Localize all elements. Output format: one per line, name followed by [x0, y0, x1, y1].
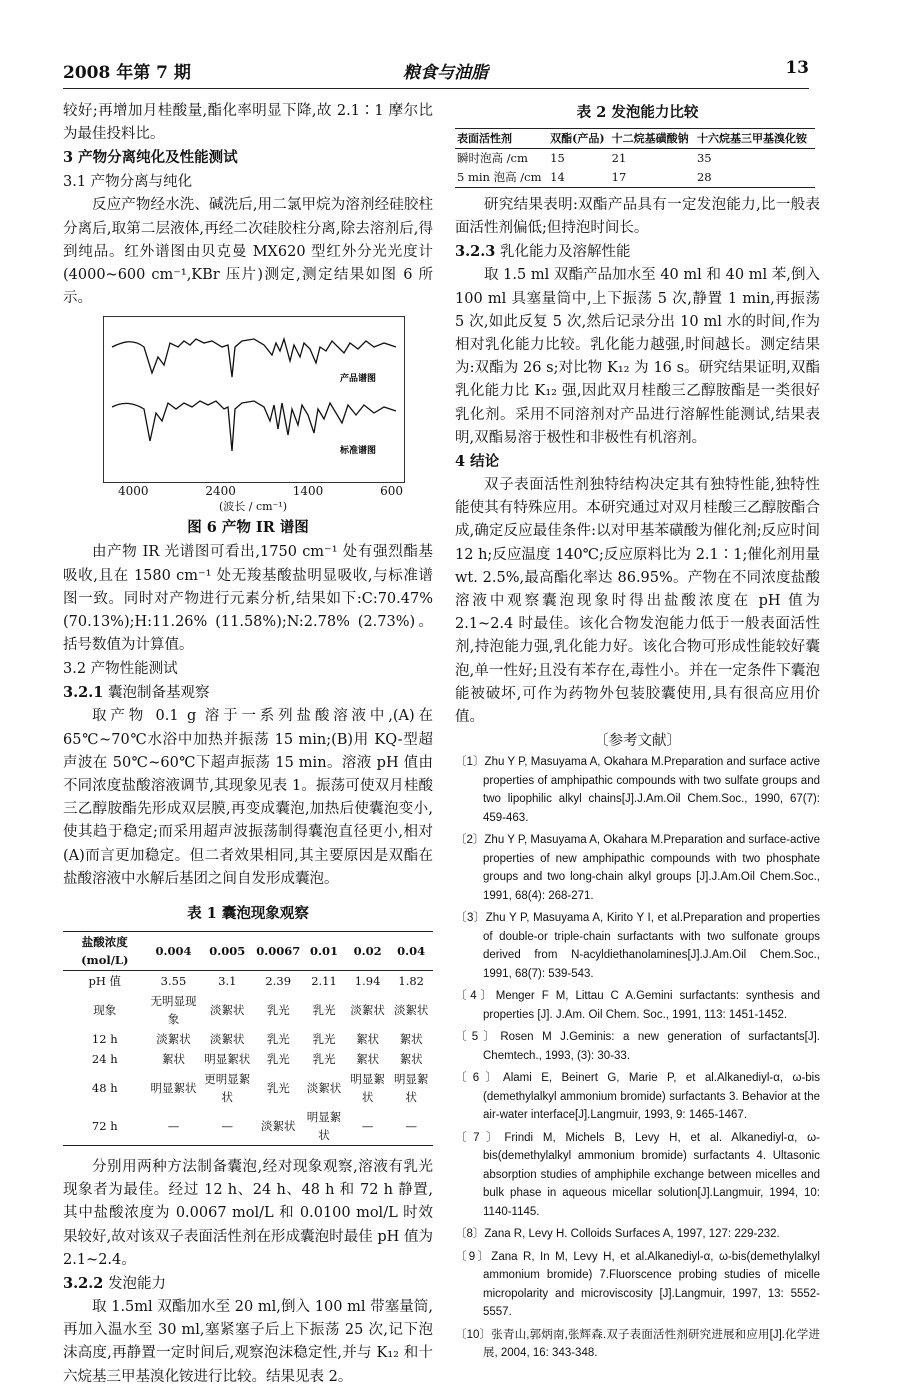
reference-item: 〔4〕Menger F M, Littau C A.Gemini surfactants: synthesis and properties [J]. J.Am. Oil Chem. Soc., 1991, 113: 1451-1452.	[455, 990, 820, 1021]
table-row	[63, 991, 433, 1029]
table-1-caption: 表 1 囊泡现象观察	[187, 905, 309, 923]
table-cell: 絮状	[161, 1052, 185, 1067]
table-cell: 淡絮状	[260, 1119, 296, 1134]
table-1-vesicle-observation	[63, 931, 433, 1146]
references-list	[455, 753, 820, 1363]
table-cell: 24 h	[91, 1052, 118, 1067]
reference-item: 〔5〕Rosen M J.Geminis: a new generation of surfactants[J]. Chemtech., 1993, (3): 30-33.	[455, 1031, 820, 1062]
table-cell: 淡絮状	[156, 1032, 191, 1047]
table-row	[63, 1029, 433, 1049]
table-cell: 絮状	[356, 1032, 380, 1047]
section-3-1-heading: 3.1 产物分离与纯化	[63, 174, 193, 191]
table-cell: 乳光	[266, 1052, 290, 1067]
references-heading: 〔参考文献〕	[594, 733, 681, 750]
table-cell: 15	[550, 151, 565, 165]
table-cell: 3.55	[160, 974, 187, 989]
table-cell: 48 h	[91, 1081, 118, 1096]
x-tick-1400: 1400	[292, 484, 324, 499]
table-row	[63, 1069, 433, 1107]
table-header-cell: 十二烷基磺酸钠	[611, 132, 689, 145]
product-spectrum-line	[112, 339, 396, 377]
table-cell: 絮状	[399, 1052, 423, 1067]
reference-item: 〔1〕Zhu Y P, Masuyama A, Okahara M.Preparation and surface active properties of amphipathic compounds with two sulfate groups and two lipophilic alkyl chains[J].J.Am.Oil Chem.Soc., 1990, 67(7): 459-463.	[455, 756, 820, 824]
table-cell: pH 值	[88, 974, 122, 989]
figure-6-caption: 图 6 产物 IR 谱图	[187, 519, 309, 537]
issue-label: 2008 年第 7 期	[63, 63, 191, 83]
table-row	[455, 168, 815, 188]
table-cell: 明显絮状	[306, 1110, 342, 1143]
table-cell: 乳光	[266, 1032, 290, 1047]
ir-spectrum-figure	[103, 316, 405, 483]
table-header-cell: 表面活性剂	[457, 132, 512, 145]
table-cell: 乳光	[312, 1032, 336, 1047]
table-cell: —	[167, 1119, 180, 1134]
paragraph-ir-analysis: 由产物 IR 光谱图可看出,1750 cm⁻¹ 处有强烈酯基吸收,且在 1580 cm⁻¹ 处无羧基酸盐明显吸收,与标准谱图一致。同时对产物进行元素分析,结果如下:C:70.47% (70.13%);H:11.26% (11.58%);N:2.78% (2.73%)。括号数值为计算值。	[63, 544, 433, 654]
table-2-foaming	[455, 128, 815, 188]
reference-item: 〔2〕Zhu Y P, Masuyama A, Okahara M.Preparation and surface-active properties of new amphipathic compounds with two phosphate groups and two long-chain alkyl groups [J].J.Am.Oil Chem.Soc., 1991, 68(4): 268-271.	[455, 834, 820, 902]
table-cell: 明显絮状	[350, 1072, 385, 1105]
table-cell: 淡絮状	[210, 1032, 245, 1047]
reference-item: 〔10〕张青山,郭炳南,张辉森.双子表面活性剂研究进展和应用[J].化学进展, 2004, 16: 343-348.	[455, 1328, 820, 1360]
section-4-heading: 4 结论	[455, 453, 500, 471]
table-cell: 3.1	[218, 974, 237, 989]
figure-x-unit: (波长 / cm⁻¹)	[218, 500, 288, 514]
table-header-cell: 十六烷基三甲基溴化铵	[696, 132, 807, 145]
label-product-spectrum: 产品谱图	[340, 374, 377, 385]
table-header-cell: 双酯(产品)	[550, 132, 605, 145]
table-header-cell: 0.04	[397, 944, 426, 959]
section-3-2-2-heading: 3.2.2 发泡能力	[63, 1275, 166, 1293]
table-cell: 乳光	[312, 1003, 336, 1018]
table-cell: 35	[696, 151, 712, 165]
table-header-cell: 0.005	[209, 944, 246, 959]
paragraph-vesicle-result: 分别用两种方法制备囊泡,经对现象观察,溶液有乳光现象者为最佳。经过 12 h、24 h、48 h 和 72 h 静置,其中盐酸浓度为 0.0067 mol/L 和 0.0100 mol/L 时效果较好,故对该双子表面活性剂在形成囊泡时最佳 pH 值为 2.1~2.4。	[63, 1159, 433, 1268]
table-cell: 更明显絮状	[204, 1072, 251, 1105]
table-cell: 絮状	[356, 1052, 380, 1067]
header-rule	[63, 88, 809, 89]
paragraph-continuation: 较好;再增加月桂酸量,酯化率明显下降,故 2.1∶1 摩尔比为最佳投料比。	[63, 103, 433, 143]
table-row	[63, 971, 433, 992]
table-cell: 5 min 泡高 /cm	[457, 170, 542, 184]
paragraph-conclusion: 双子表面活性剂独特结构决定其有独特性能,独特性能使其有特殊应用。本研究通过对双月桂酸三乙醇胺酯合成,确定反应最佳条件:以对甲基苯磺酸为催化剂;反应时间 12 h;反应温度 140℃;反应原料比为 2.1∶1;催化剂用量 wt. 2.5%,最高酯化率达 86.95%。产物在不同浓度盐酸溶液中观察囊泡现象时得出盐酸浓度在 pH 值为 2.1~2.4 时最佳。该化合物发泡能力低于一般表面活性剂,持泡能力强,乳化能力好。该化合物可形成性能较好囊泡,单一性好;且没有苯存在,毒性小。并在一定条件下囊泡能被破坏,可作为药物外包装胶囊使用,具有很高应用价值。	[455, 477, 820, 726]
table-cell: 12 h	[91, 1032, 118, 1047]
table-header-cell: 盐酸浓度 (mol/L)	[81, 935, 129, 968]
table-header-cell: 0.0067	[256, 944, 301, 959]
table-cell: 2.11	[311, 974, 337, 989]
table-cell: 明显絮状	[393, 1072, 429, 1105]
section-3-heading: 3 产物分离纯化及性能测试	[63, 149, 238, 167]
table-cell: 乳光	[266, 1003, 290, 1018]
x-tick-2400: 2400	[205, 484, 236, 499]
table-cell: 21	[611, 151, 627, 165]
table-cell: 14	[550, 170, 565, 184]
page-header	[63, 58, 809, 84]
table-header-row	[63, 932, 433, 971]
table-cell: 淡絮状	[350, 1003, 385, 1018]
table-2-caption: 表 2 发泡能力比较	[576, 104, 699, 121]
table-cell: 17	[611, 170, 627, 184]
table-cell: 淡絮状	[393, 1003, 429, 1018]
paragraph-purification: 反应产物经水洗、碱洗后,用二氯甲烷为溶剂经硅胶柱分离后,取第二层液体,再经二次硅胶柱分离,除去溶剂后,得到纯品。红外谱图由贝克曼 MX620 型红外分光光度计(4000~600 cm⁻¹,KBr 压片)测定,测定结果如图 6 所示。	[63, 197, 433, 307]
x-tick-4000: 4000	[118, 484, 149, 499]
page-number: 13	[785, 58, 809, 78]
section-3-2-3-heading: 3.2.3 乳化能力及溶解性能	[455, 243, 631, 261]
paragraph-foam-result: 研究结果表明:双酯产品具有一定发泡能力,比一般表面活性剂偏低;但持泡时间长。	[455, 197, 820, 237]
table-cell: 2.39	[265, 974, 292, 989]
table-header-cell: 0.02	[353, 944, 382, 959]
paragraph-emulsification: 取 1.5 ml 双酯产品加水至 40 ml 和 40 ml 苯,倒入 100 ml 具塞量筒中,上下振荡 5 次,静置 1 min,再振荡 5 次,如此反复 5 次,然后记录分出 10 ml 水的时间,作为相对乳化能力比较。乳化能力越强,时间越长。测定结果为:双酯为 26 s;对比物 K₁₂ 为 16 s。研究结果证明,双酯乳化能力比 K₁₂ 强,因此双月桂酸三乙醇胺酯是一类很好乳化剂。采用不同溶剂对产品进行溶解性能测试,结果表明,双酯易溶于极性和非极性有机溶剂。	[455, 267, 820, 446]
x-tick-600: 600	[380, 484, 403, 499]
table-cell: 明显絮状	[150, 1081, 197, 1096]
table-cell: 72 h	[91, 1119, 118, 1134]
figure-x-axis	[118, 483, 403, 499]
table-cell: 无明显现象	[150, 994, 197, 1027]
table-cell: 淡絮状	[210, 1003, 245, 1018]
table-cell: 乳光	[266, 1081, 290, 1096]
reference-item: 〔6〕Alami E, Beinert G, Marie P, et al.Alkanediyl-α, ω-bis (demethylalkyl ammonium bromide) surfactants 3. Behavior at the air-water interface[J].Langmuir, 1993, 9: 1465-1467.	[455, 1072, 820, 1122]
table-cell: 28	[696, 170, 712, 184]
label-standard-spectrum: 标准谱图	[340, 446, 377, 457]
table-header-cell: 0.01	[310, 944, 339, 959]
table-header-row	[455, 129, 815, 149]
table-cell: 絮状	[399, 1032, 423, 1047]
reference-item: 〔8〕Zana R, Levy H. Colloids Surfaces A, 1997, 127: 229-232.	[455, 1228, 780, 1241]
right-column	[455, 100, 820, 1367]
table-cell: —	[221, 1119, 234, 1134]
table-cell: —	[361, 1119, 374, 1134]
paragraph-foaming: 取 1.5ml 双酯加水至 20 ml,倒入 100 ml 带塞量筒,再加入温水至 30 ml,塞紧塞子后上下振荡 25 次,记下泡沫高度,再静置一定时间后,观察泡沫稳定性,并与 K₁₂ 和十六烷基三甲基溴化铵进行比较。结果见表 2。	[63, 1299, 433, 1385]
table-cell: 乳光	[312, 1052, 336, 1067]
table-row	[455, 149, 815, 169]
reference-item: 〔7〕Frindi M, Michels B, Levy H, et al. Alkanediyl-α, ω-bis(demethylalkyl ammonium bromide) surfactants 4. Ultasonic absorption studies of amphiphile exchange between micelles and bulk phase in aqueous micellar solution[J].Langmuir, 1994, 10: 1140-1145.	[455, 1131, 820, 1218]
table-row	[63, 1049, 433, 1069]
table-cell: 瞬时泡高 /cm	[457, 151, 528, 165]
table-cell: 明显絮状	[204, 1052, 251, 1067]
table-cell: 淡絮状	[306, 1081, 342, 1096]
section-3-2-heading: 3.2 产物性能测试	[63, 661, 178, 678]
paragraph-vesicle-prep: 取产物 0.1 g 溶于一系列盐酸溶液中,(A)在 65℃~70℃水浴中加热并振荡 15 min;(B)用 KQ-型超声波在 50℃~60℃下超声振荡 15 min。溶液 pH 值由不同浓度盐酸溶液调节,其现象见表 1。振荡可使双月桂酸三乙醇胺酯先形成双层膜,再变成囊泡,加热后使囊泡变小,使其趋于稳定;而采用超声波振荡制得囊泡直径更小,相对(A)而言更加稳定。但二者效果相同,其主要原因是双酯在盐酸溶液中水解后基团之间自发形成囊泡。	[63, 708, 433, 887]
section-3-2-1-heading: 3.2.1 囊泡制备基观察	[63, 684, 210, 702]
standard-spectrum-line	[112, 401, 396, 451]
table-cell: —	[405, 1119, 417, 1134]
table-cell: 1.82	[398, 974, 424, 989]
table-row	[63, 1107, 433, 1146]
table-cell: 1.94	[354, 974, 381, 989]
reference-item: 〔9〕Zana R, In M, Levy H, et al.Alkanediyl-α, ω-bis(demethylalkyl ammonium bromide) 7.Fluorscence probing studies of micelle micropolarity and microviscosity [J].Langmuir, 1997, 13: 5552-5557.	[455, 1250, 820, 1319]
ir-spectrum-plot	[104, 317, 404, 482]
reference-item: 〔3〕Zhu Y P, Masuyama A, Kirito Y I, et al.Preparation and properties of double-or triple-chain surfactants with two sulfonate groups derived from N-acyldiethanolamines[J].J.Am.Oil Chem.Soc., 1991, 68(7): 539-543.	[455, 912, 820, 980]
table-header-cell: 0.004	[155, 944, 192, 959]
left-column	[63, 100, 433, 1389]
table-cell: 现象	[93, 1003, 117, 1018]
journal-name: 粮食与油脂	[403, 63, 488, 83]
